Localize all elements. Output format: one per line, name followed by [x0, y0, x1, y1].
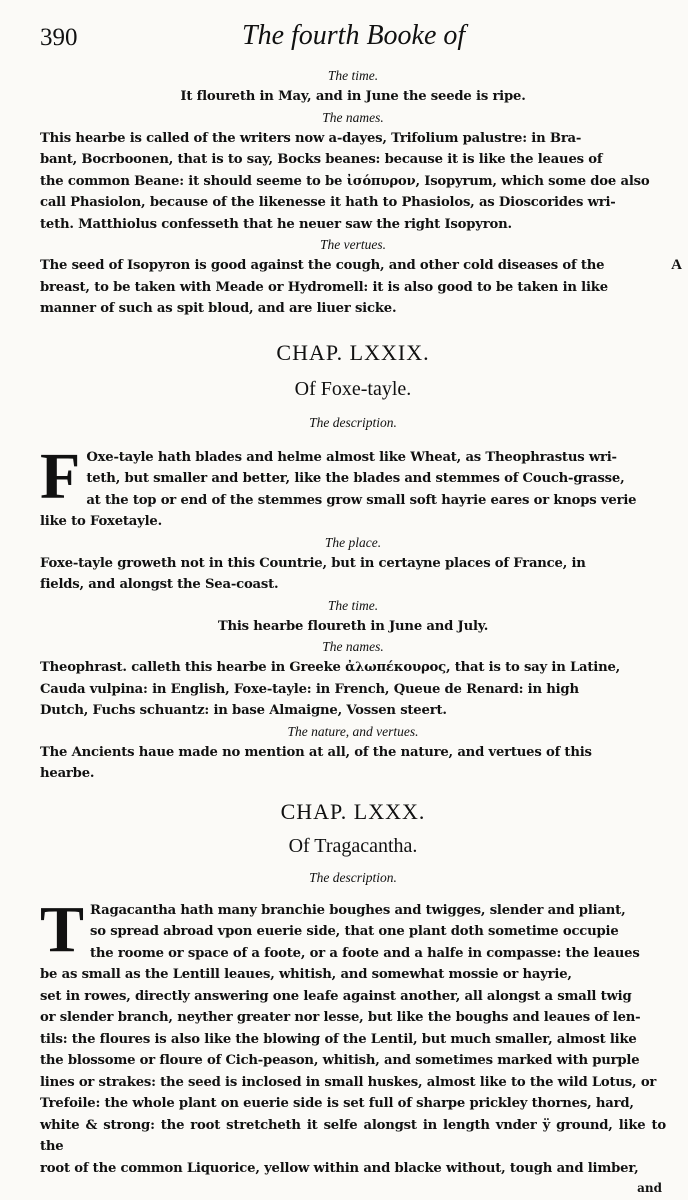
text-line: tils: the floures is also like the blowing of the Lentil, but much smaller, almost like [40, 1031, 637, 1047]
catchword: and [637, 1181, 662, 1195]
text-line: the roome or space of a foote, or a foote and a halfe in compasse: the leaues [90, 945, 640, 961]
text-line: The Ancients haue made no mention at all, of the nature, and vertues of this [40, 744, 592, 760]
names-paragraph [40, 128, 666, 236]
text-line: root of the common Liquorice, yellow within and blacke without, tough and limber, [40, 1160, 639, 1176]
section-head-names: The names. [322, 109, 384, 125]
text-line: set in rowes, directly answering one leafe against another, all alongst a small twig [40, 988, 632, 1004]
margin-letter: A [671, 257, 682, 273]
text-line: or slender branch, neyther greater nor lesse, but like the boughs and leaues of len- [40, 1010, 641, 1025]
section-head-time: The time. [327, 68, 379, 83]
vertues-paragraph [40, 255, 682, 320]
description-paragraph-79 [40, 439, 666, 533]
drop-cap: T [40, 892, 85, 966]
text-line: hearbe. [40, 766, 95, 781]
text-line: breast, to be taken with Meade or Hydromell: it is also good to be taken in like [40, 279, 608, 295]
text-line: The seed of Isopyron is good against the cough, and other cold diseases of the [40, 258, 605, 273]
names-paragraph-79 [40, 657, 666, 722]
text-line: so spread abroad vpon euerie side, that one plant doth sometime occupie [90, 924, 619, 939]
text-line: white & strong: the root stretcheth it selfe alongst in length vnder ÿ ground, like to the [40, 1117, 666, 1154]
text-line: Dutch, Fuchs schuantz: in base Almaigne, Vossen steert. [40, 703, 447, 718]
section-head-names: The names. [322, 639, 384, 654]
nature-paragraph [40, 742, 666, 785]
text-line: manner of such as spit bloud, and are liuer sicke. [40, 301, 397, 316]
place-paragraph [40, 553, 666, 596]
text-line: This hearbe is called of the writers now a-dayes, Trifolium palustre: in Bra- [40, 130, 582, 146]
time-text: This hearbe floureth in June and July. [217, 618, 489, 634]
drop-cap: F [40, 439, 81, 513]
text-line: be as small as the Lentill leaues, whitish, and somewhat mossie or hayrie, [40, 967, 572, 982]
section-head-description: The description. [309, 869, 397, 885]
section-head-place: The place. [324, 534, 382, 550]
text-line: the blossome or floure of Cich-peason, whitish, and sometimes marked with purple [40, 1053, 640, 1068]
text-line: fields, and alongst the Sea-coast. [40, 577, 279, 592]
description-paragraph-80 [40, 892, 666, 1180]
text-line: teth, but smaller and better, like the blades and stemmes of Couch-grasse, [86, 471, 625, 486]
chapter-heading-79: CHAP. LXXIX. [276, 339, 430, 365]
text-line: Oxe-tayle hath blades and helme almost like Wheat, as Theophrastus wri- [86, 449, 617, 465]
text-line: bant, Bocrboonen, that is to say, Bocks beanes: because it is like the leaues of [40, 152, 603, 167]
text-line: like to Foxetayle. [40, 514, 162, 529]
running-head [40, 20, 666, 62]
text-line: lines or strakes: the seed is inclosed in small huskes, almost like to the wild Lotus, or [40, 1074, 657, 1090]
text-line: call Phasiolon, because of the likenesse it hath to Phasiolos, as Dioscorides wri- [40, 195, 616, 210]
running-title: The fourth Booke of [242, 20, 466, 51]
page-number: 390 [40, 24, 78, 51]
text-line: Cauda vulpina: in English, Foxe-tayle: in French, Queue de Renard: in high [40, 681, 579, 697]
section-head-vertues: The vertues. [320, 237, 386, 252]
text-line: teth. Matthiolus confesseth that he neuer saw the right Isopyron. [40, 216, 512, 232]
text-line: Theophrast. calleth this hearbe in Greeke ἀλωπέκουρος, that is to say in Latine, [40, 660, 621, 675]
text-line: Ragacantha hath many branchie boughes and twigges, slender and pliant, [90, 902, 626, 918]
text-line: Foxe-tayle groweth not in this Countrie, but in certayne places of France, in [40, 555, 586, 571]
section-head-description: The description. [309, 414, 397, 430]
text-line: the common Beane: it should seeme to be ἰσόπυρον, Isopyrum, which some doe also [40, 173, 650, 189]
section-head-time: The time. [327, 597, 379, 613]
chapter-title-79: Of Foxe-tayle. [294, 377, 412, 400]
chapter-heading-80: CHAP. LXXX. [280, 798, 426, 824]
text-line: at the top or end of the stemmes grow small soft hayrie eares or knops verie [86, 492, 637, 508]
chapter-title-80: Of Tragacantha. [288, 834, 418, 857]
section-head-nature: The nature, and vertues. [287, 723, 419, 739]
time-text: It floureth in May, and in June the seede is ripe. [180, 89, 526, 104]
text-line: Trefoile: the whole plant on euerie side is set full of sharpe prickley thornes, hard, [40, 1096, 634, 1111]
